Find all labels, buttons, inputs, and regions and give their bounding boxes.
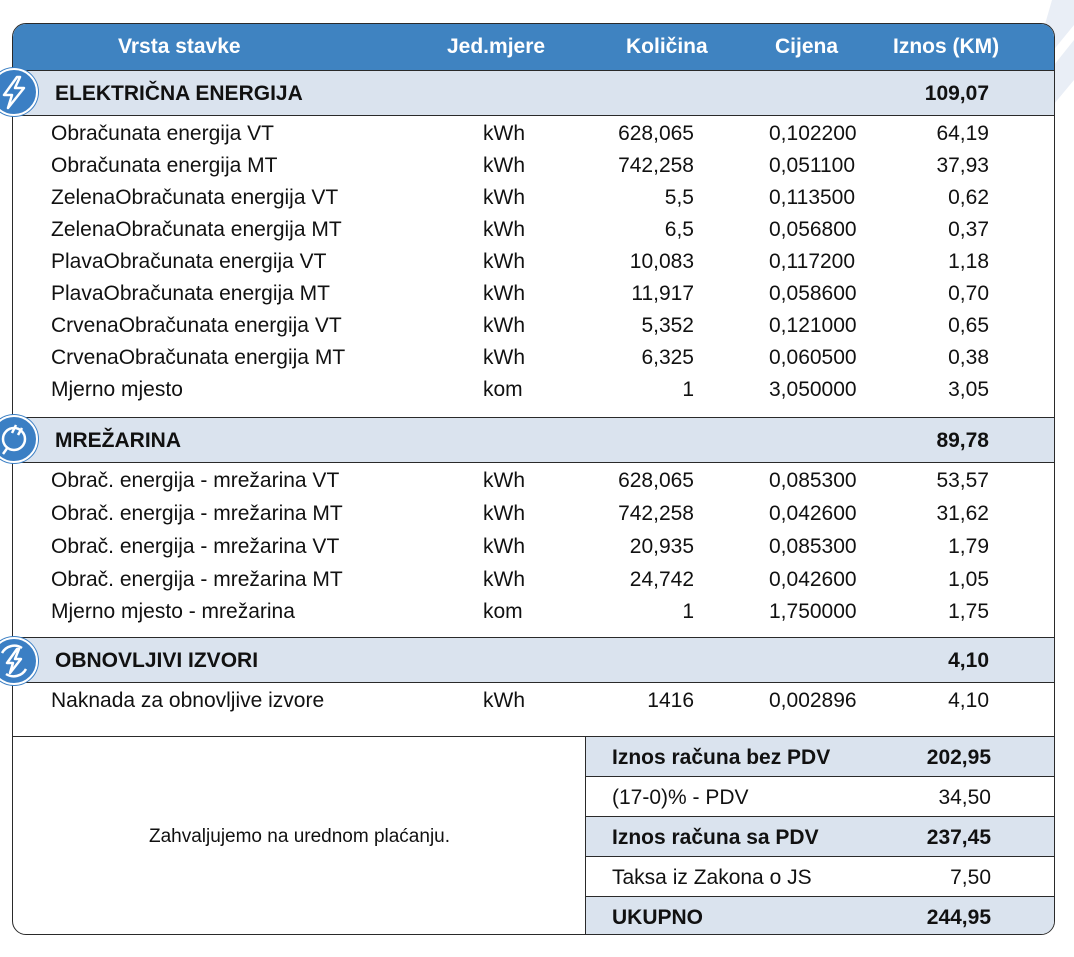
- item-name: CrvenaObračunata energija MT: [51, 346, 346, 369]
- summary-value: 7,50: [950, 866, 991, 889]
- summary-row: [586, 737, 1055, 777]
- item-qty: 628,065: [618, 122, 694, 145]
- item-unit: kom: [483, 378, 523, 401]
- table-row: [13, 597, 1054, 629]
- header-price: Cijena: [775, 35, 839, 58]
- item-amount: 1,18: [948, 250, 989, 273]
- item-qty: 20,935: [629, 535, 694, 558]
- item-name: Obrač. energija - mrežarina VT: [51, 535, 340, 558]
- item-price: 3,050000: [769, 378, 857, 401]
- item-name: PlavaObračunata energija MT: [51, 282, 330, 305]
- item-amount: 0,65: [948, 314, 989, 337]
- section-total: 89,78: [936, 429, 989, 452]
- table-row: [13, 183, 1054, 215]
- item-qty: 11,917: [631, 282, 694, 305]
- header-amount: Iznos (KM): [893, 35, 1000, 58]
- section-electricity: [13, 70, 1054, 116]
- section-title: MREŽARINA: [55, 429, 181, 452]
- summary-value: 244,95: [926, 906, 991, 929]
- item-qty: 742,258: [618, 154, 694, 177]
- table-row: [13, 151, 1054, 183]
- item-qty: 6,5: [664, 218, 694, 241]
- table-header: [13, 24, 1054, 70]
- item-amount: 37,93: [936, 154, 989, 177]
- item-unit: kWh: [483, 250, 525, 273]
- item-price: 0,042600: [769, 502, 857, 525]
- table-row: [13, 375, 1054, 407]
- table-row: [13, 466, 1054, 498]
- item-amount: 64,19: [936, 122, 989, 145]
- summary-row: [586, 897, 1055, 935]
- item-unit: kWh: [483, 535, 525, 558]
- item-amount: 0,70: [948, 282, 989, 305]
- item-unit: kWh: [483, 502, 525, 525]
- section-network: [13, 417, 1054, 463]
- item-unit: kWh: [483, 122, 525, 145]
- item-name: ZelenaObračunata energija MT: [51, 218, 342, 241]
- table-row: [13, 279, 1054, 311]
- item-amount: 53,57: [936, 469, 989, 492]
- item-name: Naknada za obnovljive izvore: [51, 689, 325, 712]
- item-unit: kWh: [483, 186, 525, 209]
- item-price: 0,002896: [769, 689, 857, 712]
- item-price: 0,058600: [769, 282, 857, 305]
- item-unit: kWh: [483, 568, 525, 591]
- plug-icon: [0, 415, 38, 463]
- summary-row: [586, 857, 1055, 897]
- item-unit: kWh: [483, 154, 525, 177]
- item-name: Obrač. energija - mrežarina MT: [51, 568, 343, 591]
- item-amount: 1,05: [948, 568, 989, 591]
- item-name: Obračunata energija VT: [51, 122, 274, 145]
- item-price: 0,085300: [769, 535, 857, 558]
- summary-label: UKUPNO: [612, 906, 704, 929]
- item-name: ZelenaObračunata energija VT: [51, 186, 339, 209]
- section-title: ELEKTRIČNA ENERGIJA: [55, 82, 303, 105]
- item-price: 0,085300: [769, 469, 857, 492]
- table-row: [13, 343, 1054, 375]
- table-row: [13, 311, 1054, 343]
- item-qty: 10,083: [629, 250, 694, 273]
- section-renewables: [13, 637, 1054, 683]
- summary-value: 202,95: [926, 746, 991, 769]
- header-qty: Količina: [626, 35, 708, 58]
- renewable-lightning-icon: [0, 637, 38, 685]
- section-title: OBNOVLJIVI IZVORI: [55, 649, 259, 672]
- table-row: [13, 499, 1054, 531]
- section-total: 4,10: [948, 649, 989, 672]
- item-amount: 1,79: [948, 535, 989, 558]
- item-unit: kom: [483, 600, 523, 623]
- item-name: Obrač. energija - mrežarina MT: [51, 502, 343, 525]
- summary-row: [586, 817, 1055, 857]
- item-name: Mjerno mjesto: [51, 378, 183, 401]
- item-price: 0,102200: [769, 122, 857, 145]
- table-row: [13, 686, 1054, 718]
- item-price: 0,121000: [769, 314, 857, 337]
- item-qty: 6,325: [641, 346, 694, 369]
- summary-table: [585, 737, 1055, 935]
- item-price: 0,051100: [769, 154, 856, 177]
- item-amount: 1,75: [948, 600, 989, 623]
- summary-row: [586, 777, 1055, 817]
- item-qty: 628,065: [618, 469, 694, 492]
- item-amount: 0,62: [948, 186, 989, 209]
- item-name: PlavaObračunata energija VT: [51, 250, 327, 273]
- thanks-note: Zahvaljujemo na urednom plaćanju.: [149, 826, 451, 847]
- item-unit: kWh: [483, 469, 525, 492]
- table-row: [13, 532, 1054, 564]
- item-price: 0,117200: [769, 250, 856, 273]
- item-qty: 1: [682, 600, 694, 623]
- item-unit: kWh: [483, 218, 525, 241]
- item-name: Obrač. energija - mrežarina VT: [51, 469, 340, 492]
- table-row: [13, 215, 1054, 247]
- invoice-table: [12, 23, 1055, 935]
- header-unit: Jed.mjere: [447, 35, 546, 58]
- item-amount: 0,38: [948, 346, 989, 369]
- item-qty: 1416: [647, 689, 694, 712]
- item-unit: kWh: [483, 314, 525, 337]
- item-price: 0,042600: [769, 568, 857, 591]
- item-qty: 5,5: [664, 186, 694, 209]
- item-amount: 4,10: [948, 689, 989, 712]
- summary-label: (17-0)% - PDV: [612, 786, 749, 809]
- table-row: [13, 119, 1054, 151]
- invoice-footer: [13, 736, 1054, 935]
- summary-label: Iznos računa sa PDV: [612, 826, 819, 849]
- item-qty: 1: [682, 378, 694, 401]
- item-name: Obračunata energija MT: [51, 154, 278, 177]
- summary-value: 34,50: [938, 786, 991, 809]
- item-qty: 24,742: [629, 568, 694, 591]
- item-amount: 31,62: [936, 502, 989, 525]
- item-qty: 742,258: [618, 502, 694, 525]
- item-unit: kWh: [483, 282, 525, 305]
- table-row: [13, 565, 1054, 597]
- item-unit: kWh: [483, 346, 525, 369]
- item-name: Mjerno mjesto - mrežarina: [51, 600, 295, 623]
- header-item: Vrsta stavke: [118, 35, 241, 58]
- item-qty: 5,352: [641, 314, 694, 337]
- summary-value: 237,45: [926, 826, 991, 849]
- summary-label: Taksa iz Zakona o JS: [612, 866, 812, 889]
- summary-label: Iznos računa bez PDV: [612, 746, 831, 769]
- item-amount: 0,37: [948, 218, 989, 241]
- item-price: 0,113500: [769, 186, 856, 209]
- table-row: [13, 247, 1054, 279]
- item-unit: kWh: [483, 689, 525, 712]
- lightning-icon: [0, 68, 38, 116]
- item-name: CrvenaObračunata energija VT: [51, 314, 342, 337]
- item-price: 0,056800: [769, 218, 857, 241]
- item-price: 1,750000: [769, 600, 857, 623]
- item-price: 0,060500: [769, 346, 857, 369]
- item-amount: 3,05: [948, 378, 989, 401]
- section-total: 109,07: [924, 82, 989, 105]
